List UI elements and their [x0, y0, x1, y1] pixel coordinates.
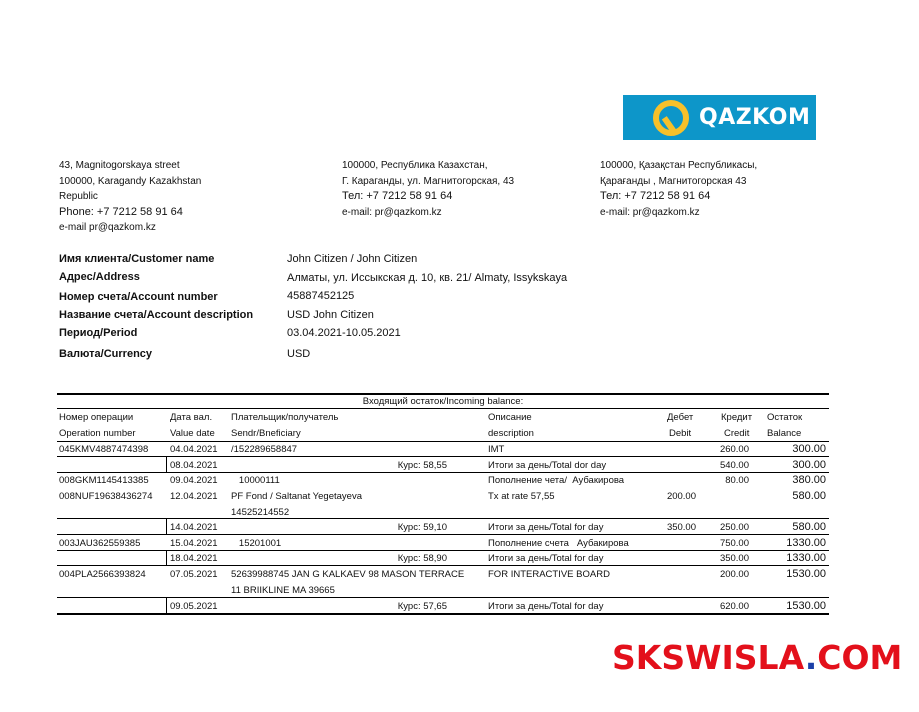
address-email: e-mail: pr@qazkom.kz [600, 206, 700, 218]
header-desc-en: description [488, 428, 534, 439]
row-balance: 1330.00 [786, 552, 826, 564]
row-op: 003JAU362559385 [59, 538, 141, 549]
address-line: 100000, Қазақстан Республикасы, [600, 160, 758, 171]
row-balance: 300.00 [792, 443, 826, 455]
table-rule [166, 550, 167, 565]
row-party: PF Fond / Saltanat Yegetayeva [231, 491, 362, 502]
row-desc: Пополнение счета Аубакирова [488, 538, 629, 549]
table-rule [57, 518, 829, 519]
row-balance: 580.00 [792, 521, 826, 533]
row-credit: 260.00 [719, 444, 749, 455]
qazkom-q-icon [651, 98, 691, 138]
address-value: Алматы, ул. Иссыкская д. 10, кв. 21/ Almaty, Issykskaya [287, 272, 568, 284]
header-balance-en: Balance [767, 428, 802, 439]
header-date: Дата вал. [170, 412, 213, 423]
currency-value: USD [287, 348, 311, 360]
row-op: 004PLA2566393824 [59, 569, 146, 580]
table-rule [57, 565, 829, 566]
customer-name-value: John Citizen / John Citizen [287, 253, 418, 265]
currency-label: Валюта/Currency [59, 348, 153, 360]
row-party-line2: 14525214552 [231, 507, 290, 518]
table-rule [57, 408, 829, 409]
row-op: 045KMV4887474398 [59, 444, 149, 455]
watermark [612, 638, 902, 677]
row-credit: 350.00 [719, 553, 749, 564]
header-date-en: Value date [170, 428, 215, 439]
row-date: 14.04.2021 [170, 522, 218, 533]
header-credit-en: Credit [724, 428, 750, 439]
row-party: 15201001 [231, 538, 282, 549]
header-credit: Кредит [721, 412, 753, 423]
table-rule [57, 597, 829, 598]
row-party: 52639988745 JAN G KALKAEV 98 MASON TERRACE [231, 569, 465, 580]
row-credit: 750.00 [719, 538, 749, 549]
account-description-value: USD John Citizen [287, 309, 374, 321]
period-label: Период/Period [59, 327, 138, 339]
row-date: 18.04.2021 [170, 553, 218, 564]
account-description-label: Название счета/Account description [59, 309, 254, 321]
incoming-balance-label: Входящий остаток/Incoming balance: [362, 396, 524, 407]
account-number-label: Номер счета/Account number [59, 291, 218, 303]
row-desc: IMT [488, 444, 505, 455]
account-number-value: 45887452125 [287, 290, 355, 302]
watermark-right: COM [817, 638, 903, 677]
row-date: 08.04.2021 [170, 460, 218, 471]
table-rule [57, 550, 829, 551]
header-party-en: Sendr/Bneficiary [231, 428, 301, 439]
header-op: Номер операции [59, 412, 134, 423]
row-desc: FOR INTERACTIVE BOARD [488, 569, 610, 580]
table-rule [166, 518, 167, 534]
address-english [59, 158, 201, 236]
address-line: Republic [59, 191, 98, 202]
address-line: 43, Magnitogorskaya street [59, 160, 180, 171]
row-rate: Курс: 58,90 [397, 553, 447, 564]
address-russian [342, 158, 514, 220]
row-date: 09.04.2021 [170, 475, 218, 486]
address-email: e-mail pr@qazkom.kz [59, 222, 156, 233]
logo-wordmark: QAZKOM [699, 105, 811, 130]
row-desc: Итоги за день/Total for day [488, 553, 604, 564]
row-op: 008GKM1145413385 [59, 475, 149, 486]
row-date: 09.05.2021 [170, 601, 218, 612]
header-party: Плательщик/получатель [231, 412, 339, 423]
table-rule [57, 456, 829, 457]
row-balance: 1530.00 [786, 568, 826, 580]
customer-name-label: Имя клиента/Customer name [59, 253, 215, 265]
row-balance: 1330.00 [786, 537, 826, 549]
address-email: e-mail: pr@qazkom.kz [342, 206, 442, 218]
table-rule [57, 472, 829, 473]
row-desc: Итоги за день/Total for day [488, 522, 604, 533]
address-phone: Phone: +7 7212 58 91 64 [59, 205, 183, 218]
row-desc: Tx at rate 57,55 [488, 491, 555, 502]
row-balance: 380.00 [792, 474, 826, 486]
address-line: 100000, Республика Казахстан, [342, 160, 488, 171]
header-op-en: Operation number [59, 428, 136, 439]
row-balance: 1530.00 [786, 600, 826, 612]
address-label: Адрес/Address [59, 271, 140, 283]
row-op: 008NUF19638436274 [59, 491, 153, 502]
address-line: Қарағанды , Магнитогорская 43 [600, 175, 747, 187]
address-line: 100000, Karagandy Kazakhstan [59, 175, 202, 187]
qazkom-logo [623, 95, 816, 140]
header-debit-en: Debit [669, 428, 692, 439]
table-rule [166, 456, 167, 472]
row-desc: Итоги за день/Total for day [488, 601, 604, 612]
table-rule [57, 393, 829, 395]
row-credit: 250.00 [719, 522, 749, 533]
table-rule [57, 613, 829, 615]
row-date: 04.04.2021 [170, 444, 218, 455]
row-date: 15.04.2021 [170, 538, 218, 549]
row-credit: 200.00 [719, 569, 749, 580]
address-kazakh [600, 158, 757, 220]
row-party: 10000111 [231, 475, 280, 486]
header-desc: Описание [488, 412, 532, 423]
row-credit: 620.00 [719, 601, 749, 612]
row-credit: 80.00 [725, 475, 749, 486]
row-debit: 350.00 [666, 522, 696, 533]
row-desc: Итоги за день/Total dor day [488, 460, 607, 471]
table-rule [166, 597, 167, 613]
header-balance: Остаток [767, 412, 803, 423]
row-rate: Курс: 57,65 [397, 601, 447, 612]
row-rate: Курс: 58,55 [397, 460, 447, 471]
row-debit: 200.00 [666, 491, 696, 502]
row-party: /152289658847 [231, 444, 298, 455]
watermark-dot: . [804, 638, 818, 677]
row-balance: 300.00 [792, 459, 826, 471]
address-phone: Тел: +7 7212 58 91 64 [342, 190, 453, 202]
row-date: 12.04.2021 [170, 491, 218, 502]
header-debit: Дебет [667, 412, 694, 423]
address-phone: Тел: +7 7212 58 91 64 [600, 190, 711, 202]
period-value: 03.04.2021-10.05.2021 [287, 327, 401, 339]
address-line: Г. Караганды, ул. Магнитогорская, 43 [342, 175, 515, 187]
watermark-left: SKSWISLA [612, 638, 805, 677]
row-party-line2: 11 BRIIKLINE MA 39665 [231, 585, 335, 596]
row-date: 07.05.2021 [170, 569, 218, 580]
row-rate: Курс: 59,10 [397, 522, 447, 533]
table-rule [57, 534, 829, 535]
table-rule [57, 441, 829, 442]
row-desc: Пополнение чета/ Аубакирова [488, 475, 625, 486]
row-credit: 540.00 [719, 460, 749, 471]
row-balance: 580.00 [792, 490, 826, 502]
